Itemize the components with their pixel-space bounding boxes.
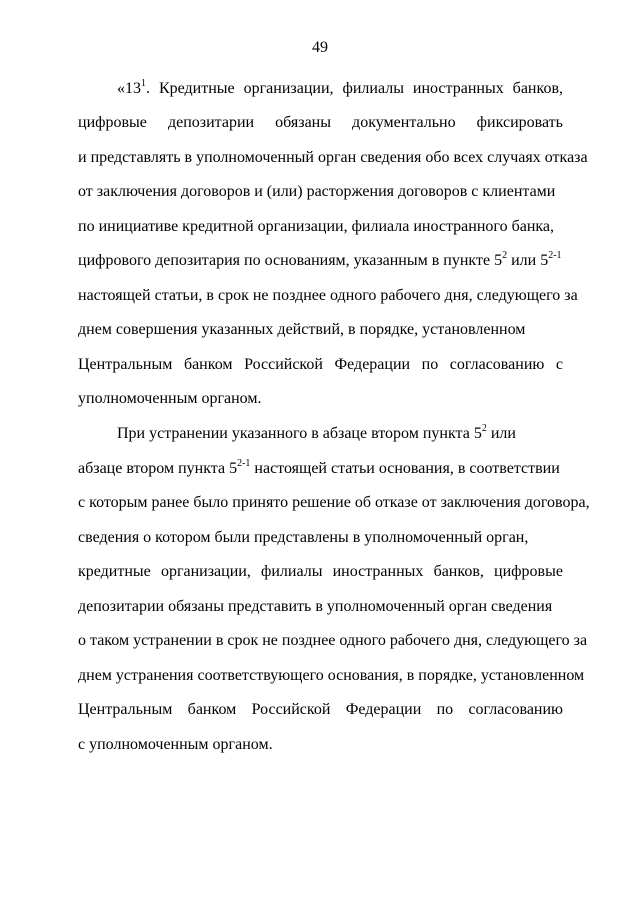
word: фиксировать — [476, 114, 563, 131]
word: согласованию — [449, 356, 545, 373]
p2-line-3: с которым ранее было принято решение об отказе от заключения договора, — [78, 494, 590, 511]
word: банком — [187, 701, 237, 718]
article-number: «$13^1$. — [117, 77, 150, 97]
word: иностранных — [332, 563, 424, 580]
word: Федерации — [334, 356, 411, 373]
word: с — [555, 356, 563, 373]
word: цифровые — [494, 563, 563, 580]
p2-line-4: сведения о котором были представлены в уполномоченный орган, — [78, 529, 529, 546]
p1-line-2 — [78, 112, 563, 134]
word: организации, — [243, 80, 334, 97]
p1-line-1 — [117, 78, 563, 100]
word: филиалы — [342, 80, 404, 97]
word: Центральным — [78, 701, 173, 718]
word: организации, — [160, 563, 251, 580]
word: иностранных — [412, 80, 504, 97]
p1-line-9 — [78, 354, 563, 376]
p1-line-4: от заключения договоров и (или) расторжения договоров с клиентами — [78, 183, 556, 200]
word: Российской — [251, 701, 331, 718]
p2-line-7: о таком устранении в срок не позднее одного рабочего дня, следующего за — [78, 632, 588, 649]
p1-line-8: днем совершения указанных действий, в порядке, установленном — [78, 321, 526, 338]
p2-line-1: При устранении указанного в абзаце втором пункта $5^2$ или — [117, 422, 516, 442]
word: цифровые — [78, 114, 147, 131]
p2-line-5 — [78, 561, 563, 583]
word: Российской — [244, 356, 323, 373]
word: Центральным — [78, 356, 173, 373]
word: по — [436, 701, 454, 718]
p1-line-10: уполномоченным органом. — [78, 390, 262, 407]
word: согласованию — [468, 701, 563, 718]
word: Кредитные — [158, 80, 235, 97]
p2-line-9 — [78, 699, 563, 721]
p2-line-6: депозитарии обязаны представить в уполномоченный орган сведения — [78, 598, 553, 615]
word: банков, — [512, 80, 563, 97]
word: банков, — [433, 563, 484, 580]
word: документально — [352, 114, 456, 131]
word: по — [421, 356, 439, 373]
word: Федерации — [345, 701, 422, 718]
p2-line-2: абзаце втором пункта 5$^{2-1}$ настоящей статьи основания, в соответствии — [78, 457, 560, 477]
word: депозитарии — [167, 114, 255, 131]
page-number: 49 — [312, 39, 328, 56]
p1-line-7: настоящей статьи, в срок не позднее одного рабочего дня, следующего за — [78, 287, 578, 304]
word: банком — [183, 356, 233, 373]
p2-line-8: днем устранения соответствующего основания, в порядке, установленном — [78, 667, 585, 684]
p2-line-10: с уполномоченным органом. — [78, 736, 273, 753]
p1-line-6: цифрового депозитария по основаниям, указанным в пункте $5^2$ или 5$^{2-1}$ — [78, 249, 562, 269]
word: кредитные — [78, 563, 151, 580]
word: обязаны — [275, 114, 331, 131]
p1-line-3: и представлять в уполномоченный орган сведения обо всех случаях отказа — [78, 149, 588, 166]
word: филиалы — [261, 563, 323, 580]
p1-line-5: по инициативе кредитной организации, филиала иностранного банка, — [78, 218, 555, 235]
